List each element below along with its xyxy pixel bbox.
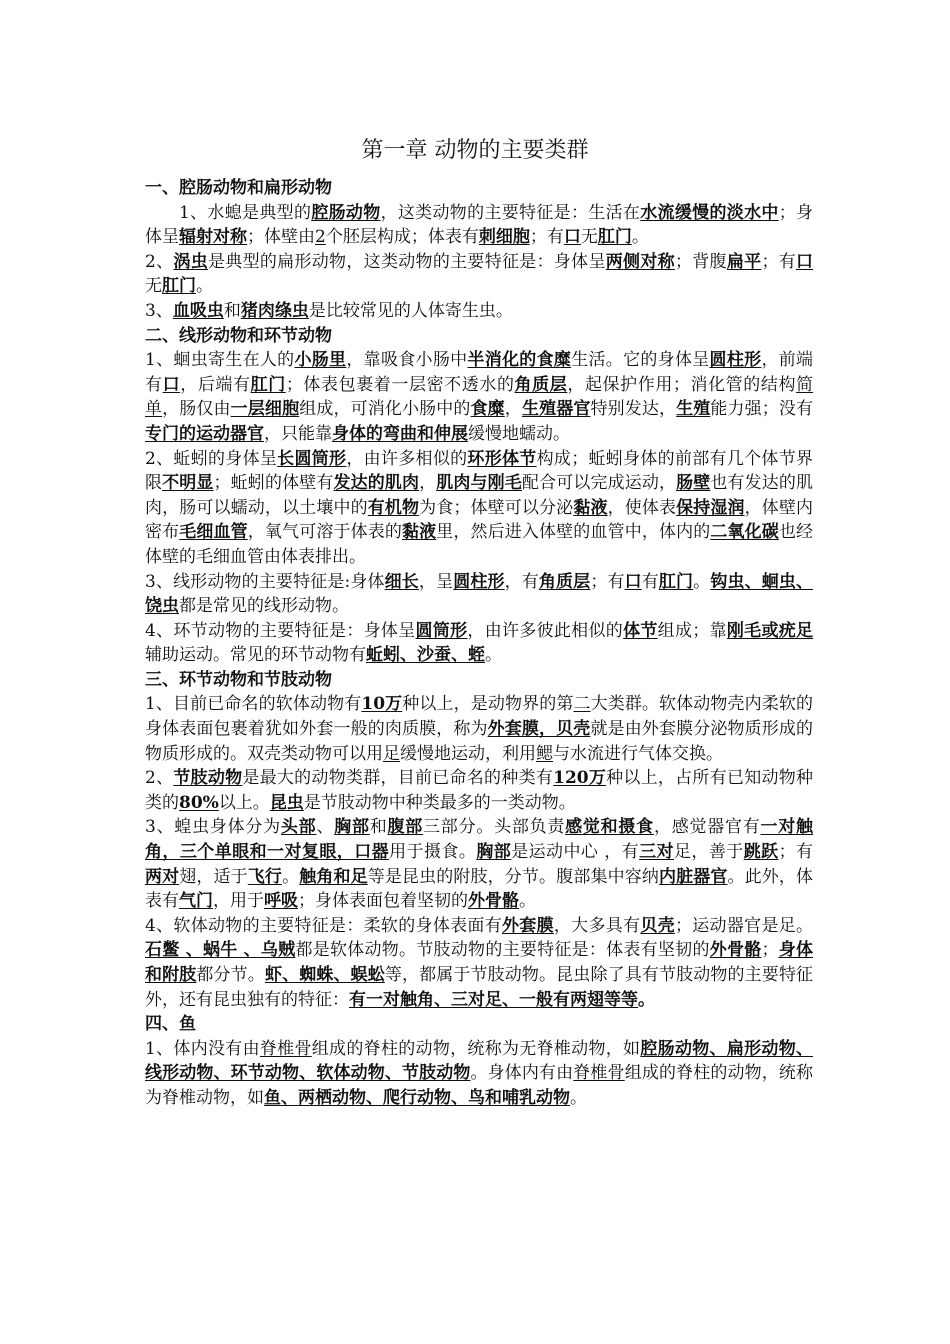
key-term: 身体的弯曲和伸展: [332, 423, 468, 444]
key-term: 气门: [179, 891, 213, 912]
key-term: 节肢动物: [173, 768, 243, 789]
key-term: 二: [573, 694, 591, 715]
text-run: 也有发达的肌肉，肠可以蠕动，以土壤中的: [145, 473, 814, 518]
key-term: 细长: [384, 571, 419, 592]
key-term: 圆柱形: [709, 350, 762, 371]
text-run: ，后端有: [180, 374, 251, 395]
text-run: 1、体内没有由: [145, 1038, 260, 1059]
key-term: 口: [624, 571, 642, 592]
text-run: 构成；蚯蚓身体的前部有几个体节界限: [145, 448, 814, 494]
key-term: 身体和附肢: [145, 940, 814, 985]
key-term: 体节: [623, 620, 658, 641]
key-term: 扁平: [726, 251, 762, 272]
text-run: 2、: [145, 768, 174, 789]
text-run: ，用于: [213, 891, 264, 912]
key-term: 长圆筒形: [277, 448, 347, 469]
key-term: 飞行: [247, 866, 283, 887]
text-run: 里，然后进入体壁的血管中，体内的: [436, 522, 711, 543]
text-run: 3、线形动物的主要特征是:身体: [145, 571, 385, 592]
text-run: 与水流进行气体交换。: [553, 743, 723, 764]
key-term: 生殖: [676, 399, 711, 420]
section-heading: 一、腔肠动物和扁形动物: [145, 178, 332, 198]
text-run: 就是由外套膜分泌物质形成的物质形成的。双壳类动物可以用: [145, 719, 814, 764]
key-term: 蚯蚓、沙蚕、蛭: [366, 645, 485, 666]
text-run: ；有: [529, 227, 564, 248]
key-term: 肛门: [597, 227, 632, 248]
key-term: 简单: [145, 374, 814, 420]
text-run: 4、软体动物的主要特征是：柔软的身体表面有: [145, 915, 502, 936]
key-term: 口: [796, 251, 814, 272]
text-run: 。: [282, 866, 300, 887]
paragraph: [145, 619, 813, 668]
key-term: 角质层: [538, 571, 591, 592]
key-term: 圆柱形: [453, 571, 505, 592]
key-term: 10万: [361, 694, 403, 715]
key-term: 食糜: [470, 399, 505, 420]
key-term: 肛门: [250, 374, 286, 395]
key-term: 口: [162, 374, 181, 395]
key-term: 角质层: [514, 374, 568, 395]
key-term: 小肠里: [294, 350, 347, 371]
text-run: 能力强；没有: [710, 399, 814, 420]
text-run: 1、目前已命名的软体动物有: [145, 694, 362, 715]
text-run: ，呈: [418, 571, 454, 592]
key-term: 胸部: [476, 842, 512, 863]
text-run: 辅助运动。常见的环节动物有: [145, 645, 366, 666]
text-run: 个胚层构成；体表有: [325, 227, 479, 248]
key-term: 肠壁: [676, 473, 711, 494]
text-run: ，由许多相似的: [346, 448, 468, 469]
text-run: 是最大的动物类群，目前已命名的种类有: [242, 768, 554, 789]
key-term: 呼吸: [264, 891, 298, 912]
text-run: 无: [145, 276, 162, 297]
text-run: 都是软体动物。节肢动物的主要特征是：体表有坚韧的: [295, 940, 710, 961]
text-run: 。: [638, 989, 655, 1010]
document-body: [145, 176, 813, 1111]
text-run: ；体壁由: [247, 227, 315, 248]
paragraph: [145, 692, 813, 766]
text-run: 是节肢动物中种类最多的一类动物。: [303, 792, 576, 813]
text-run: ，感觉器官有: [653, 817, 761, 838]
text-run: ；有: [761, 251, 797, 272]
text-run: 生活。它的身体呈: [571, 350, 710, 371]
paragraph: [145, 447, 813, 570]
key-term: 不明显: [162, 473, 214, 494]
text-run: 大类群。软体动物壳内柔软的身体表面包裹着犹如外套一般的肉质膜，称为: [145, 694, 813, 740]
text-run: 等，都属于节肢动物。昆虫除了具有节肢动物的主要特征外，还有昆虫独有的特征：: [145, 965, 814, 1010]
text-run: 。身体内有由: [470, 1063, 574, 1084]
key-term: 钩虫、蛔虫、饶虫: [145, 571, 814, 617]
text-run: 配合可以完成运动，: [521, 473, 677, 494]
key-term: 外套膜: [502, 915, 554, 936]
paragraph: [145, 766, 813, 815]
text-run: 是运动中心 ，有: [511, 842, 640, 863]
key-term: 圆筒形: [415, 620, 468, 641]
key-term: 二氧化碳: [710, 522, 779, 543]
text-run: 、: [316, 817, 335, 838]
key-term: 口: [563, 227, 581, 248]
text-run: ；体表包裹着一层密不透水的: [285, 374, 515, 395]
page-title: 第一章 动物的主要类群: [361, 138, 589, 163]
text-run: ；蚯蚓的体壁有: [213, 473, 334, 494]
key-term: 半消化的食糜: [467, 350, 572, 371]
text-run: ；有: [590, 571, 625, 592]
text-run: 和: [369, 817, 388, 838]
key-term: 一对触角，三个单眼和一对复眼，口器: [145, 817, 814, 863]
text-run: 。: [519, 891, 536, 912]
text-run: ，氧气可溶于体表的: [247, 522, 402, 543]
text-run: 2、: [145, 251, 174, 272]
key-term: 贝壳: [640, 915, 675, 936]
text-run: 。: [485, 645, 502, 666]
key-term: 涡虫: [173, 251, 208, 272]
text-run: 缓慢地运动，利用: [400, 743, 536, 764]
text-run: ；背腹: [674, 251, 727, 272]
key-term: 腔肠动物: [311, 202, 381, 223]
text-run: ；有: [778, 842, 814, 863]
text-run: 组成，可消化小肠中的: [299, 399, 471, 420]
text-run: 都是常见的线形动物。: [179, 596, 349, 617]
text-run: 3、蝗虫身体分为: [145, 817, 281, 838]
text-run: ；身体表面包着坚韧的: [298, 891, 468, 912]
text-run: 。此外，体表有: [145, 866, 814, 912]
key-term: 黏液: [573, 497, 608, 518]
text-run: ；身体呈: [145, 202, 814, 248]
text-run: 2、蚯蚓的身体呈: [145, 448, 278, 469]
text-run: 特别发达，: [590, 399, 677, 420]
key-term: 腔肠动物、扁形动物、线形动物、环节动物、软体动物、节肢动物: [145, 1038, 814, 1084]
key-term: 两侧对称: [605, 251, 675, 272]
key-term: 外套膜，贝壳: [487, 719, 591, 740]
key-term: 2: [315, 227, 326, 248]
key-term: 一层细胞: [230, 399, 300, 420]
key-term: 足: [383, 743, 400, 764]
key-term: 石鳖 、蜗牛 、乌贼: [145, 940, 296, 961]
text-run: ，起保护作用；消化管的结构: [567, 374, 797, 395]
key-term: 刚毛或疣足: [726, 620, 814, 641]
text-run: 。: [196, 276, 213, 297]
key-term: 鳃: [536, 743, 553, 764]
paragraph: [145, 348, 813, 446]
key-term: 外骨骼: [468, 891, 519, 912]
text-run: ，使体表: [607, 497, 677, 518]
key-term: 发达的肌肉: [333, 473, 420, 494]
text-run: ，大多具有: [553, 915, 641, 936]
text-run: 为食；体壁可以分泌: [419, 497, 574, 518]
text-run: 3、: [145, 300, 173, 321]
text-run: ，体壁内密布: [145, 497, 814, 543]
text-run: 1、水螅是典型的: [179, 202, 312, 223]
text-run: ，前端有: [145, 350, 814, 395]
text-run: 组成的脊柱的动物，统称为脊椎动物，如: [145, 1063, 814, 1108]
key-term: 感觉和摄食: [565, 817, 654, 838]
key-term: 80%: [179, 792, 219, 813]
key-term: 跳跃: [743, 842, 779, 863]
key-term: 肛门: [658, 571, 694, 592]
text-run: 缓慢地蠕动。: [468, 423, 570, 444]
text-run: 。: [570, 1087, 587, 1108]
key-term: 虾、蜘蛛、蜈蚣: [264, 965, 385, 985]
key-term: 胸部: [334, 817, 370, 838]
key-term: 内脏器官: [658, 866, 728, 887]
text-run: 都分节。: [196, 965, 265, 985]
key-term: 刺细胞: [478, 227, 530, 248]
key-term: 有一对触角、三对足、一般有两翅等等: [349, 989, 638, 1010]
text-run: 以上。: [218, 792, 270, 813]
text-run: ，肠仅由: [162, 399, 231, 420]
key-term: 水流缓慢的淡水中: [640, 202, 779, 223]
paragraph: [145, 914, 813, 1012]
text-run: ，由许多彼此相似的: [467, 620, 624, 641]
text-run: 组成的脊柱的动物，统称为无脊椎动物，如: [311, 1038, 641, 1059]
text-run: 种以上，占所有已知动物种类的: [145, 768, 813, 813]
text-run: 翅，适于: [179, 866, 248, 887]
text-run: ，有: [504, 571, 539, 592]
text-run: 也经体壁的毛细血管由体表排出。: [145, 522, 814, 567]
text-run: 是比较常见的人体寄生虫。: [308, 300, 513, 321]
key-term: 环形体节: [467, 448, 537, 469]
key-term: 保持湿润: [676, 497, 745, 518]
key-term: 腹部: [387, 817, 424, 838]
text-run: 。: [693, 571, 711, 592]
key-term: 有机物: [367, 497, 420, 518]
paragraph: [145, 570, 813, 619]
text-run: 足，善于: [673, 842, 744, 863]
key-term: 两对: [145, 866, 180, 887]
paragraph: [145, 299, 813, 324]
text-run: 4、环节动物的主要特征是：身体呈: [145, 620, 416, 641]
key-term: 肌肉与刚毛: [436, 473, 522, 494]
text-run: 1、蛔虫寄生在人的: [145, 350, 295, 371]
key-term: 肛门: [162, 276, 196, 297]
key-term: 黏液: [401, 522, 437, 543]
text-run: 三部分。头部负责: [423, 817, 566, 838]
paragraph: [145, 250, 813, 299]
text-run: 和: [223, 300, 241, 321]
text-run: 无: [580, 227, 598, 248]
section-heading: 四、鱼: [145, 1014, 196, 1035]
text-run: ；: [761, 940, 779, 961]
paragraph: [145, 815, 813, 913]
text-run: 等是昆虫的附肢，分节。腹部集中容纳: [367, 866, 659, 887]
text-run: 种以上，是动物界的第: [402, 694, 574, 715]
key-term: 生殖器官: [521, 399, 591, 420]
key-term: 外骨骼: [709, 940, 762, 961]
text-run: ，只能靠: [264, 423, 332, 444]
key-term: 脊椎骨: [573, 1063, 625, 1084]
text-run: ，: [504, 399, 522, 420]
key-term: 三对: [639, 842, 674, 863]
key-term: 专门的运动器官: [145, 423, 264, 444]
key-term: 触角和足: [299, 866, 368, 887]
text-run: ，: [419, 473, 437, 494]
text-run: 。: [631, 227, 649, 248]
text-run: 有: [641, 571, 659, 592]
paragraph: [145, 201, 813, 250]
text-run: ，这类动物的主要特征是：生活在: [380, 202, 641, 223]
key-term: 脊椎骨: [259, 1038, 312, 1059]
key-term: 120万: [553, 768, 607, 789]
text-run: 组成；靠: [657, 620, 727, 641]
paragraph: [145, 1037, 813, 1111]
section-heading: 三、环节动物和节肢动物: [145, 669, 332, 690]
key-term: 血吸虫: [172, 300, 224, 321]
key-term: 鱼、两栖动物、爬行动物、鸟和哺乳动物: [264, 1087, 570, 1108]
text-run: ；运动器官是足。: [674, 915, 814, 936]
text-run: 用于摄食。: [389, 842, 477, 863]
key-term: 头部: [280, 817, 317, 838]
text-run: 是典型的扁形动物，这类动物的主要特征是：身体呈: [208, 251, 606, 272]
key-term: 毛细血管: [179, 522, 248, 543]
key-term: 昆虫: [269, 792, 304, 813]
key-term: 猪肉绦虫: [240, 300, 309, 321]
key-term: 辐射对称: [179, 227, 247, 248]
text-run: ，靠吸食小肠中: [346, 350, 468, 371]
section-heading: 二、线形动物和环节动物: [145, 325, 332, 346]
